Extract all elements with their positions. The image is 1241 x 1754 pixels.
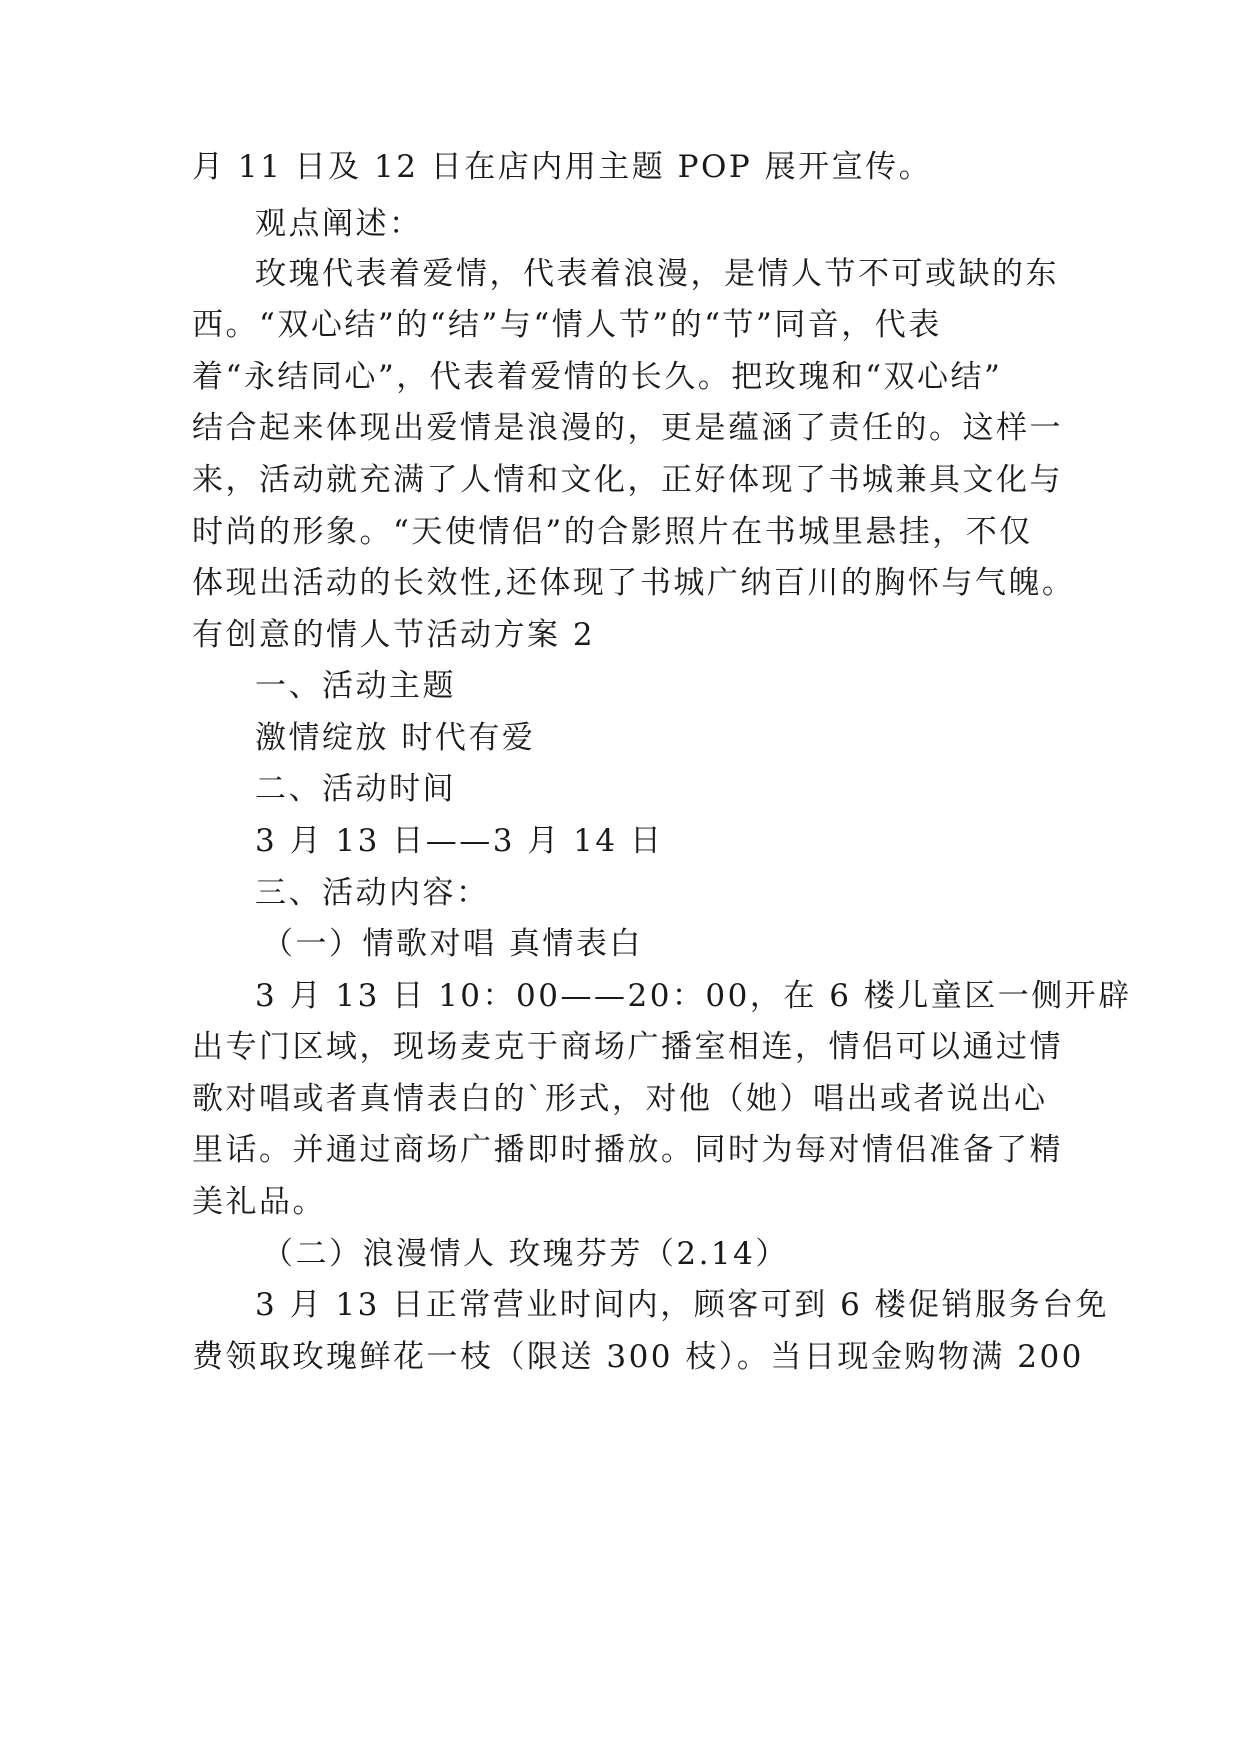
text-line: 玫瑰代表着爱情，代表着浪漫，是情人节不可或缺的东 (255, 256, 1059, 292)
text-line: 出专门区域，现场麦克于商场广播室相连，情侣可以通过情 (192, 1029, 1063, 1065)
text-line: 时尚的形象。“天使情侣”的合影照片在书城里悬挂，不仅 (192, 514, 1033, 550)
text-line: 观点阐述： (255, 206, 423, 242)
text-line: 3 月 13 日 10：00——20：00，在 6 楼儿童区一侧开辟 (255, 978, 1132, 1014)
text-line: 3 月 13 日——3 月 14 日 (255, 823, 664, 859)
text-line: 费领取玫瑰鲜花一枝（限送 300 枝）。当日现金购物满 200 (192, 1339, 1084, 1375)
text-line: 来，活动就充满了人情和文化，正好体现了书城兼具文化与 (192, 462, 1063, 498)
heading-time: 二、活动时间 (255, 771, 456, 807)
text-line: 体现出活动的长效性,还体现了书城广纳百川的胸怀与气魄。 (192, 565, 1076, 601)
heading-content: 三、活动内容： (255, 875, 490, 911)
section-title: 有创意的情人节活动方案 2 (192, 617, 596, 653)
text-line: 3 月 13 日正常营业时间内，顾客可到 6 楼促销服务台免 (255, 1287, 1110, 1323)
subheading: （二）浪漫情人 玫瑰芬芳（2.14） (262, 1236, 789, 1272)
text-line: 美礼品。 (192, 1184, 326, 1220)
text-line: 里话。并通过商场广播即时播放。同时为每对情侣准备了精 (192, 1132, 1063, 1168)
text-line: 激情绽放 时代有爱 (255, 720, 536, 756)
text-line: 月 11 日及 12 日在店内用主题 POP 展开宣传。 (192, 149, 933, 185)
heading-theme: 一、活动主题 (255, 668, 456, 704)
text-line: 歌对唱或者真情表白的`形式，对他（她）唱出或者说出心 (192, 1081, 1048, 1117)
text-line: 结合起来体现出爱情是浪漫的，更是蕴涵了责任的。这样一 (192, 410, 1063, 446)
text-line: 着“永结同心”，代表着爱情的长久。把玫瑰和“双心结” (192, 359, 1003, 395)
text-line: 西。“双心结”的“结”与“情人节”的“节”同音，代表 (192, 307, 942, 343)
subheading: （一）情歌对唱 真情表白 (262, 926, 643, 962)
